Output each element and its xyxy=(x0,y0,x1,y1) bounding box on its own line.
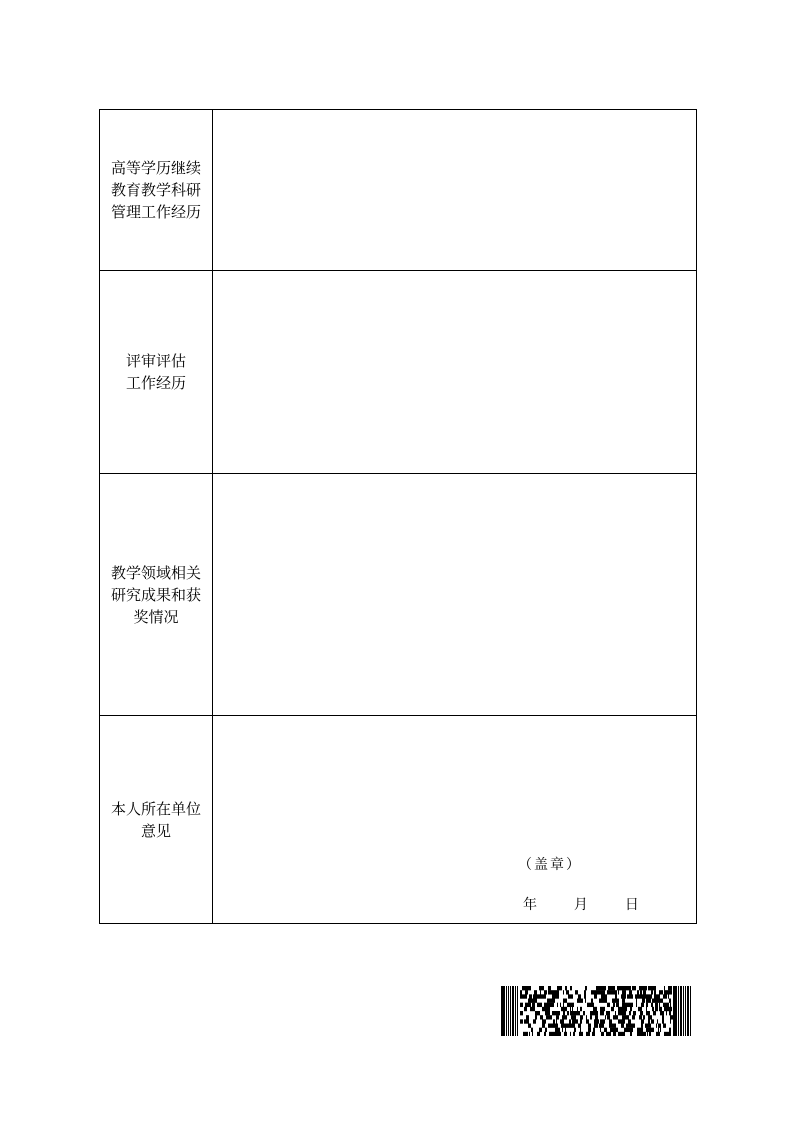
form-row-review-evaluation-experience xyxy=(100,271,697,474)
row-label-research-achievements-awards xyxy=(100,474,213,716)
application-form-table xyxy=(99,109,697,924)
date-month-label: 月 xyxy=(573,897,588,913)
seal-placeholder: （盖章） xyxy=(518,857,582,873)
field-teaching-management-experience[interactable] xyxy=(213,110,697,271)
barcode-graphic xyxy=(501,986,691,1036)
form-row-research-achievements-awards xyxy=(100,474,697,716)
pdf417-barcode xyxy=(501,986,691,1036)
form-row-teaching-management-experience xyxy=(100,110,697,271)
label-line: 本人所在单位 xyxy=(110,799,201,818)
label-line: 研究成果和获 xyxy=(110,585,201,604)
label-line: 高等学历继续 xyxy=(110,159,201,177)
label-line: 意见 xyxy=(140,821,171,840)
field-research-achievements-awards[interactable] xyxy=(213,474,697,716)
field-review-evaluation-experience[interactable] xyxy=(213,271,697,474)
row-label-review-evaluation-experience xyxy=(100,271,213,474)
row-label-unit-opinion xyxy=(100,716,213,924)
date-line xyxy=(523,894,639,914)
date-year-label: 年 xyxy=(523,897,537,913)
form-row-unit-opinion xyxy=(100,716,697,924)
label-line: 管理工作经历 xyxy=(110,203,201,221)
label-line: 评审评估 xyxy=(125,352,186,370)
label-line: 奖情况 xyxy=(133,607,179,626)
row-label-teaching-management-experience xyxy=(100,110,213,271)
label-line: 教育教学科研 xyxy=(110,181,201,199)
label-line: 工作经历 xyxy=(125,374,186,392)
field-unit-opinion[interactable] xyxy=(213,716,697,924)
label-line: 教学领域相关 xyxy=(110,563,201,582)
date-day-label: 日 xyxy=(624,897,639,913)
